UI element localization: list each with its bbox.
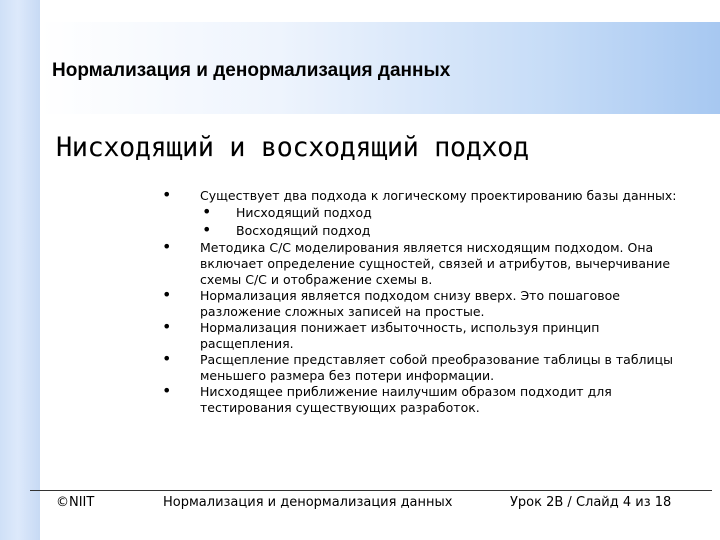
sub-bullet-list [200,204,680,240]
bullet-item-6 [160,384,680,416]
bullet-item-5 [160,352,680,384]
header-title: Нормализация и денормализация данных [52,60,451,81]
bullet-text: Нормализация является подходом снизу вверх. Это пошаговое разложение сложных записей на простые. [200,288,620,319]
bullet-item-4 [160,320,680,352]
footer-course-title: Нормализация и денормализация данных [163,495,453,510]
sub-bullet-bottom-up: • Восходящий подход [200,222,680,240]
slide-title: Нисходящий и восходящий подход [56,132,529,163]
bullet-text: Расщепление представляет собой преобразование таблицы в таблицы меньшего размера без потери информации. [200,352,674,383]
bullet-text: Существует два подхода к логическому проектированию базы данных: [200,188,677,203]
bullet-item-2 [160,240,680,288]
footer-slide-number: Урок 2В / Слайд 4 из 18 [510,495,672,510]
bullet-item-1 [160,188,680,240]
footer-copyright: ©NIIT [56,495,95,510]
bullet-item-3 [160,288,680,320]
bullet-text: Нормализация понижает избыточность, используя принцип расщепления. [200,320,600,351]
left-decorative-bar [0,0,40,540]
bullet-text: Методика С/С моделирования является нисходящим подходом. Она включает определение сущностей, связей и атрибутов, вычерчивание схемы С/С и отображение схемы в. [200,240,671,287]
sub-bullet-top-down: • Нисходящий подход [200,204,680,222]
bullet-list [160,188,680,416]
footer-divider [30,490,712,491]
bullet-text: Нисходящее приближение наилучшим образом подходит для тестирования существующих разработок. [200,384,612,415]
